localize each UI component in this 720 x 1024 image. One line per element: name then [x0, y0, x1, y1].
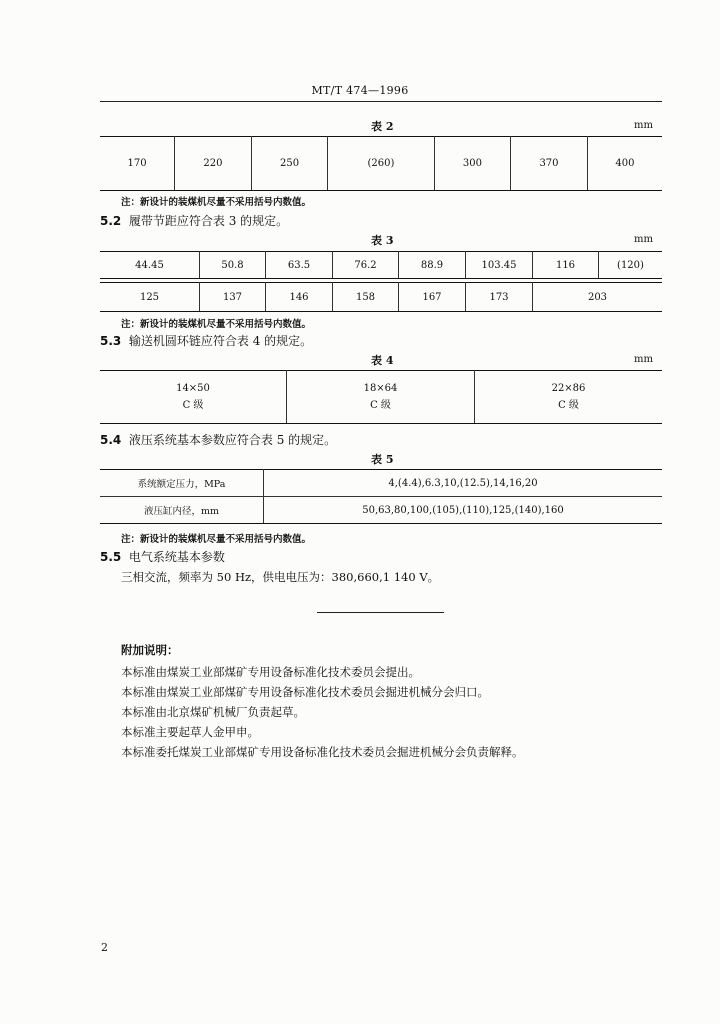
appendix-line: 本标准由北京煤矿机械厂负责起草。 — [121, 705, 305, 719]
table5-value: 4,(4.4),6.3,10,(12.5),14,16,20 — [264, 470, 663, 497]
table3-cell: 44.45 — [100, 252, 200, 279]
table3-cell: 146 — [266, 283, 333, 312]
table3-unit: mm — [634, 234, 653, 245]
section-5-3 — [100, 332, 312, 349]
page-number: 2 — [101, 941, 108, 954]
table3-cell: 50.8 — [200, 252, 266, 279]
table2-cell: 170 — [100, 137, 175, 191]
table2-cell: (260) — [328, 137, 434, 191]
table5-label: 液压缸内径，mm — [100, 497, 264, 524]
standard-code-header: MT/T 474—1996 — [311, 84, 409, 97]
table3-row1 — [100, 251, 662, 279]
appendix-line: 本标准由煤炭工业部煤矿专用设备标准化技术委员会提出。 — [121, 665, 420, 679]
table3-cell: 158 — [333, 283, 399, 312]
chain-size: 22×86 — [551, 383, 586, 394]
table5 — [100, 469, 662, 524]
section-5-2 — [100, 212, 288, 229]
power-supply-paragraph: 三相交流，频率为 50 Hz，供电电压为：380,660,1 140 V。 — [121, 570, 440, 584]
section-number: 5.2 — [100, 214, 122, 228]
section-text: 液压系统基本参数应符合表 5 的规定。 — [128, 433, 337, 447]
table3-cell: 76.2 — [333, 252, 399, 279]
table3-cell: 116 — [533, 252, 599, 279]
appendix-line: 本标准由煤炭工业部煤矿专用设备标准化技术委员会掘进机械分会归口。 — [121, 685, 489, 699]
table3-cell: 63.5 — [266, 252, 333, 279]
section-text: 履带节距应符合表 3 的规定。 — [128, 214, 289, 228]
table2-note: 注：新设计的装煤机尽量不采用括号内数值。 — [121, 197, 312, 208]
table4-cell — [475, 371, 663, 424]
table3-row2 — [100, 282, 662, 312]
table3-cell: 173 — [466, 283, 533, 312]
table2-caption: 表 2 — [371, 120, 394, 133]
table3-note: 注：新设计的装煤机尽量不采用括号内数值。 — [121, 319, 312, 330]
table5-note: 注：新设计的装煤机尽量不采用括号内数值。 — [121, 534, 312, 545]
table5-label: 系统额定压力，MPa — [100, 470, 264, 497]
section-5-4 — [100, 431, 336, 448]
table5-caption: 表 5 — [371, 453, 394, 466]
table2-cell: 250 — [251, 137, 328, 191]
table2-cell: 400 — [587, 137, 662, 191]
appendix-title: 附加说明： — [121, 643, 179, 657]
table2-cell: 220 — [175, 137, 252, 191]
header-rule — [100, 101, 662, 102]
table2 — [100, 136, 662, 191]
chain-grade: C 级 — [558, 400, 579, 411]
table3-cell: 125 — [100, 283, 200, 312]
chain-grade: C 级 — [370, 400, 391, 411]
table4-cell — [287, 371, 475, 424]
table4-caption: 表 4 — [371, 354, 394, 367]
table4 — [100, 370, 662, 424]
section-number: 5.4 — [100, 433, 122, 447]
table3-cell: 203 — [533, 283, 663, 312]
table3-cell: 88.9 — [399, 252, 466, 279]
section-number: 5.3 — [100, 334, 122, 348]
table4-cell — [100, 371, 287, 424]
appendix-line: 本标准主要起草人金甲申。 — [121, 725, 259, 739]
end-rule — [317, 612, 444, 613]
section-5-5 — [100, 548, 225, 565]
chain-size: 18×64 — [363, 383, 398, 394]
table5-value: 50,63,80,100,(105),(110),125,(140),160 — [264, 497, 663, 524]
table4-unit: mm — [634, 354, 653, 365]
section-text: 输送机圆环链应符合表 4 的规定。 — [128, 334, 313, 348]
appendix-line: 本标准委托煤炭工业部煤矿专用设备标准化技术委员会掘进机械分会负责解释。 — [121, 745, 524, 759]
chain-grade: C 级 — [182, 400, 204, 411]
table3-cell: 137 — [200, 283, 266, 312]
section-text: 电气系统基本参数 — [128, 550, 225, 564]
table2-cell: 370 — [511, 137, 588, 191]
table3-cell: (120) — [599, 252, 663, 279]
chain-size: 14×50 — [176, 383, 210, 394]
table2-unit: mm — [634, 120, 653, 131]
table3-cell: 103.45 — [466, 252, 533, 279]
table2-cell: 300 — [434, 137, 511, 191]
table3-cell: 167 — [399, 283, 466, 312]
section-number: 5.5 — [100, 550, 122, 564]
table3-caption: 表 3 — [371, 234, 394, 247]
